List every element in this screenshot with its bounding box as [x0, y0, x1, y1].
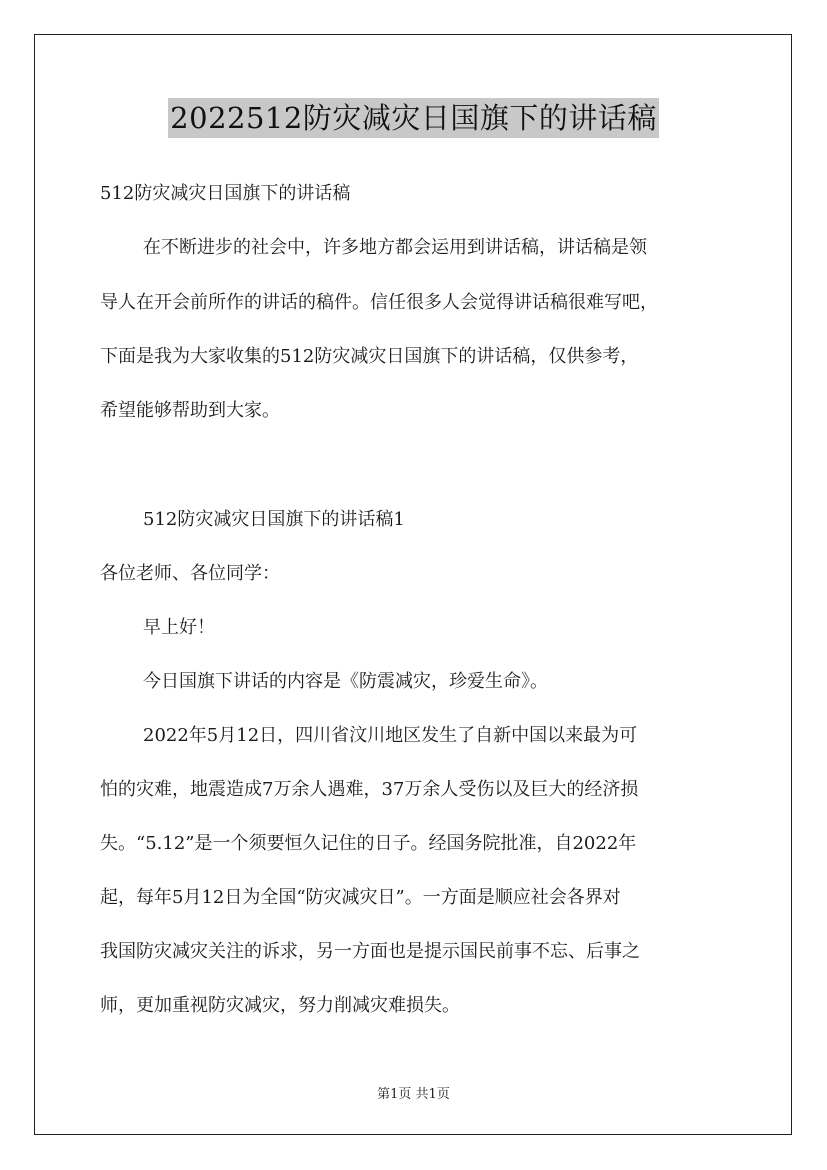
document-subtitle: 512防灾减灾日国旗下的讲话稿 [100, 183, 351, 204]
intro-line-2: 导人在开会前所作的讲话的稿件。信任很多人会觉得讲话稿很难写吧， [100, 292, 658, 313]
body-line-4: 起，每年5月12日为全国“防灾减灾日”。一方面是顺应社会各界对 [100, 887, 621, 908]
body-line-5: 我国防灾减灾关注的诉求，另一方面也是提示国民前事不忘、后事之 [100, 941, 640, 962]
body-line-2: 怕的灾难，地震造成7万余人遇难，37万余人受伤以及巨大的经济损 [100, 779, 639, 800]
topic-line: 今日国旗下讲话的内容是《防震减灾，珍爱生命》。 [143, 671, 548, 692]
section-title: 512防灾减灾日国旗下的讲话稿1 [143, 509, 405, 530]
document-title: 2022512防灾减灾日国旗下的讲话稿 [168, 98, 659, 138]
salutation: 各位老师、各位同学： [100, 563, 280, 584]
body-line-6: 师，更加重视防灾减灾，努力削减灾难损失。 [100, 995, 460, 1016]
page-footer: 第1页 共1页 [377, 1087, 450, 1102]
title-container [0, 98, 827, 138]
body-line-3: 失。“5.12”是一个须要恒久记住的日子。经国务院批准，自2022年 [100, 833, 637, 854]
intro-line-3: 下面是我为大家收集的512防灾减灾日国旗下的讲话稿，仅供参考， [100, 346, 639, 367]
greeting: 早上好！ [143, 617, 215, 638]
body-line-1: 2022年5月12日，四川省汶川地区发生了自新中国以来最为可 [143, 725, 638, 746]
intro-line-1: 在不断进步的社会中，许多地方都会运用到讲话稿，讲话稿是领 [143, 237, 647, 258]
intro-line-4: 希望能够帮助到大家。 [100, 400, 280, 421]
